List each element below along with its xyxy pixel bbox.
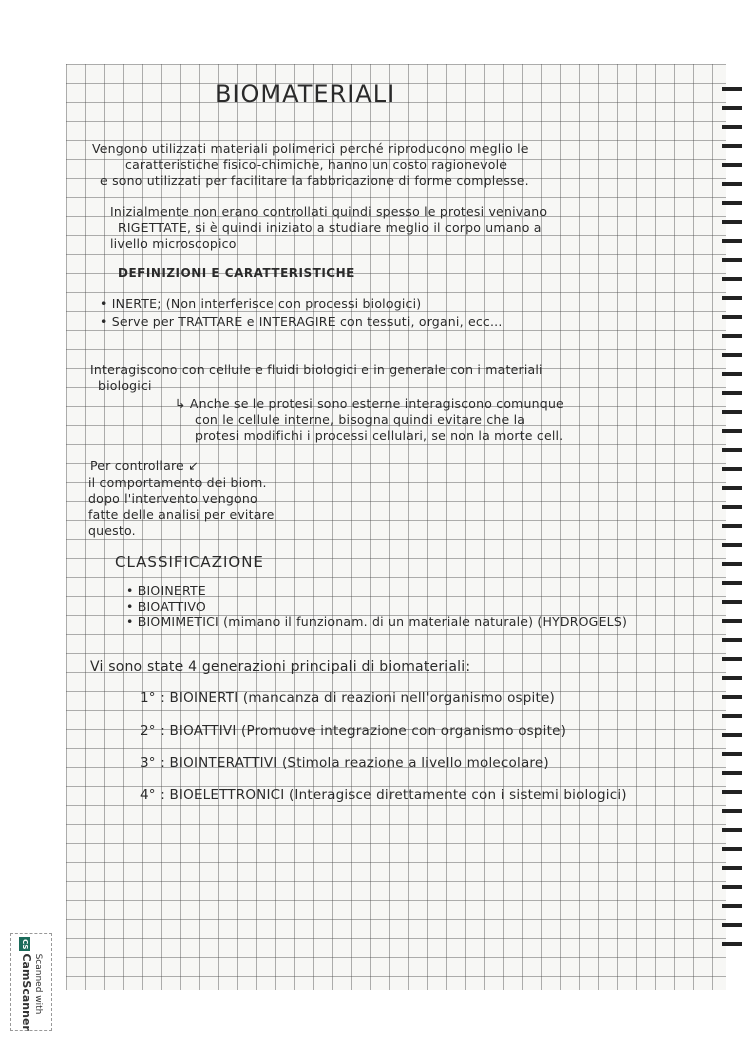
control-note-line: il comportamento dei biom. xyxy=(88,475,267,490)
arrow-note-line: con le cellule interne, bisogna quindi evitare che la xyxy=(195,412,526,427)
section-heading-classification: CLASSIFICAZIONE xyxy=(115,553,264,571)
section-heading-definitions: DEFINIZIONI E CARATTERISTICHE xyxy=(118,266,355,280)
interaction-line: Interagiscono con cellule e fluidi biologici e in generale con i materiali xyxy=(90,362,543,377)
watermark-brand: CamScanner xyxy=(20,953,33,1031)
generation-item: 4° : BIOELETTRONICI (Interagisce direttamente con i sistemi biologici) xyxy=(140,787,627,803)
intro-line: e sono utilizzati per facilitare la fabbricazione di forme complesse. xyxy=(100,173,529,188)
control-note-line: Per controllare ↙ xyxy=(90,458,199,473)
notebook-spiral xyxy=(722,80,742,960)
arrow-note-line: protesi modifichi i processi cellulari, se non la morte cell. xyxy=(195,428,564,443)
camscanner-watermark xyxy=(10,933,52,1031)
grid-paper xyxy=(66,64,726,990)
generation-item: 1° : BIOINERTI (mancanza di reazioni nell'organismo ospite) xyxy=(140,690,555,706)
history-line: livello microscopico xyxy=(110,236,237,251)
control-note-line: questo. xyxy=(88,523,136,538)
history-line: RIGETTATE, si è quindi iniziato a studiare meglio il corpo umano a xyxy=(118,220,542,235)
page-title: BIOMATERIALI xyxy=(215,80,396,108)
intro-line: Vengono utilizzati materiali polimerici perché riproducono meglio le xyxy=(92,141,529,156)
classification-bullet: • BIOATTIVO xyxy=(126,599,206,614)
history-line: Inizialmente non erano controllati quindi spesso le protesi venivano xyxy=(110,204,548,219)
watermark-caption: Scanned with xyxy=(33,953,43,1015)
generation-item: 3° : BIOINTERATTIVI (Stimola reazione a livello molecolare) xyxy=(140,755,549,771)
definition-bullet: • INERTE; (Non interferisce con processi biologici) xyxy=(100,296,422,311)
control-note-line: dopo l'intervento vengono xyxy=(88,491,258,506)
camscanner-logo-icon: CS xyxy=(21,939,29,950)
intro-line: caratteristiche fisico-chimiche, hanno un costo ragionevole xyxy=(125,157,508,172)
classification-bullet: • BIOMIMETICI (mimano il funzionam. di un materiale naturale) (HYDROGELS) xyxy=(126,614,628,629)
classification-bullet: • BIOINERTE xyxy=(126,583,206,598)
interaction-line: biologici xyxy=(98,378,152,393)
generations-intro: Vi sono state 4 generazioni principali di biomateriali: xyxy=(90,659,471,675)
control-note-line: fatte delle analisi per evitare xyxy=(88,507,275,522)
arrow-note-line: ↳ Anche se le protesi sono esterne interagiscono comunque xyxy=(175,396,564,411)
definition-bullet: • Serve per TRATTARE e INTERAGIRE con tessuti, organi, ecc... xyxy=(100,314,503,329)
generation-item: 2° : BIOATTIVI (Promuove integrazione con organismo ospite) xyxy=(140,723,567,739)
